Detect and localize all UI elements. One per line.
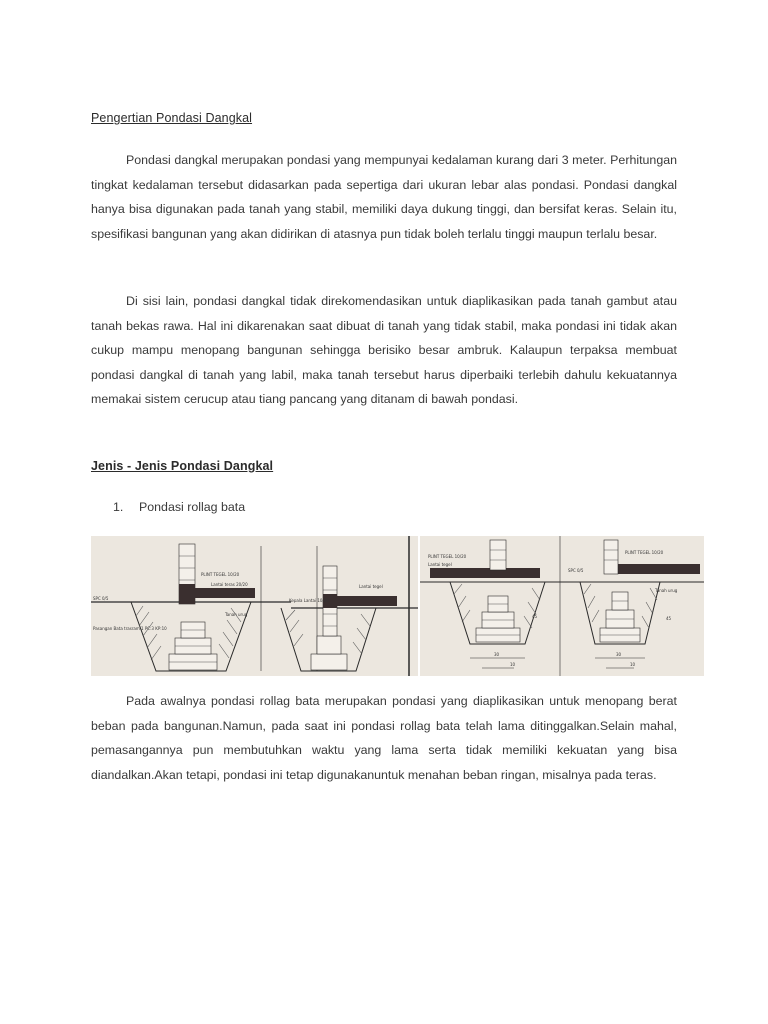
dim-30-left: 30 xyxy=(494,652,500,657)
list-number: 1. xyxy=(113,500,124,514)
label-tanah-urug: Tanah urug xyxy=(225,612,248,617)
label-spesi: SPC 0/5 xyxy=(93,596,109,601)
paragraph-definition: Pondasi dangkal merupakan pondasi yang mempunyai kedalaman kurang dari 3 meter. Perhitungan tingkat kedalaman tersebut didasarkan pada sepertiga dari ukuran lebar alas pondasi. Pondasi dangkal hanya bisa digunakan pada tanah yang stabil, memiliki daya dukung tinggi, dan bersifat keras. Selain itu, spesifikasi bangunan yang akan didirikan di atasnya pun tidak boleh terlalu tinggi maupun terlalu besar. xyxy=(91,153,677,241)
foundation-drawing-left xyxy=(91,536,418,676)
paragraph-limitations: Di sisi lain, pondasi dangkal tidak direkomendasikan untuk diaplikasikan pada tanah gambut atau tanah bekas rawa. Hal ini dikarenakan saat dibuat di tanah yang tidak stabil, maka pondasi ini tidak akan cukup mampu menopang bangunan sehingga berisiko besar ambruk. Kalaupun terpaksa membuat pondasi dangkal di tanah yang labil, maka tanah tersebut harus diperbaiki terlebih dahulu kekuatannya memakai sistem cerucup atau tiang pancang yang ditanam di bawah pondasi. xyxy=(91,294,677,407)
section-heading-pengertian: Pengertian Pondasi Dangkal xyxy=(91,111,253,125)
foundation-drawing-right-svg xyxy=(420,536,704,676)
section-heading-jenis: Jenis - Jenis Pondasi Dangkal xyxy=(91,459,274,473)
foundation-drawing-right xyxy=(420,536,704,676)
label-lantai-tegel-right: Lantai tegel xyxy=(428,562,452,567)
label-spesi-right: SPC 0/5 xyxy=(568,568,584,573)
dim-30-right: 30 xyxy=(616,652,622,657)
label-plint-tegel: PLINT TEGEL 10/20 xyxy=(201,572,240,577)
dim-10-left: 10 xyxy=(510,662,516,667)
list-item-label: Pondasi rollag bata xyxy=(139,500,246,514)
label-plint-tegel-right2: PLINT TEGEL 10/20 xyxy=(625,550,664,555)
paragraph-rollag-bata: Pada awalnya pondasi rollag bata merupakan pondasi yang diaplikasikan untuk menopang berat beban pada bangunan.Namun, pada saat ini pondasi rollag bata telah lama ditinggalkan.Selain mahal, pemasangannya pun membutuhkan waktu yang lama serta tidak memiliki kekuatan yang bisa diandalkan.Akan tetapi, pondasi ini tetap digunakanuntuk menahan beban ringan, misalnya pada teras. xyxy=(91,694,677,782)
dim-45-left: 45 xyxy=(532,614,538,619)
label-lantai-tegel: Lantai tegel xyxy=(359,584,383,589)
dim-10-right: 10 xyxy=(630,662,636,667)
label-tanah-urug-right: Tanah urug xyxy=(655,588,678,593)
label-plint-tegel-right: PLINT TEGEL 10/20 xyxy=(428,554,467,559)
foundation-drawing-left-svg xyxy=(91,536,418,676)
label-kepala-lantai: Kepala Lantai 10/20 xyxy=(289,598,329,603)
list-item-rollag-bata xyxy=(113,500,245,514)
dim-45-right: 45 xyxy=(666,616,672,621)
label-lantai-teras: Lantai teras 20/20 xyxy=(211,582,248,587)
label-pasangan-bata: Pasangan Bata trasram 1 PC:3 KP:10 xyxy=(93,626,167,631)
